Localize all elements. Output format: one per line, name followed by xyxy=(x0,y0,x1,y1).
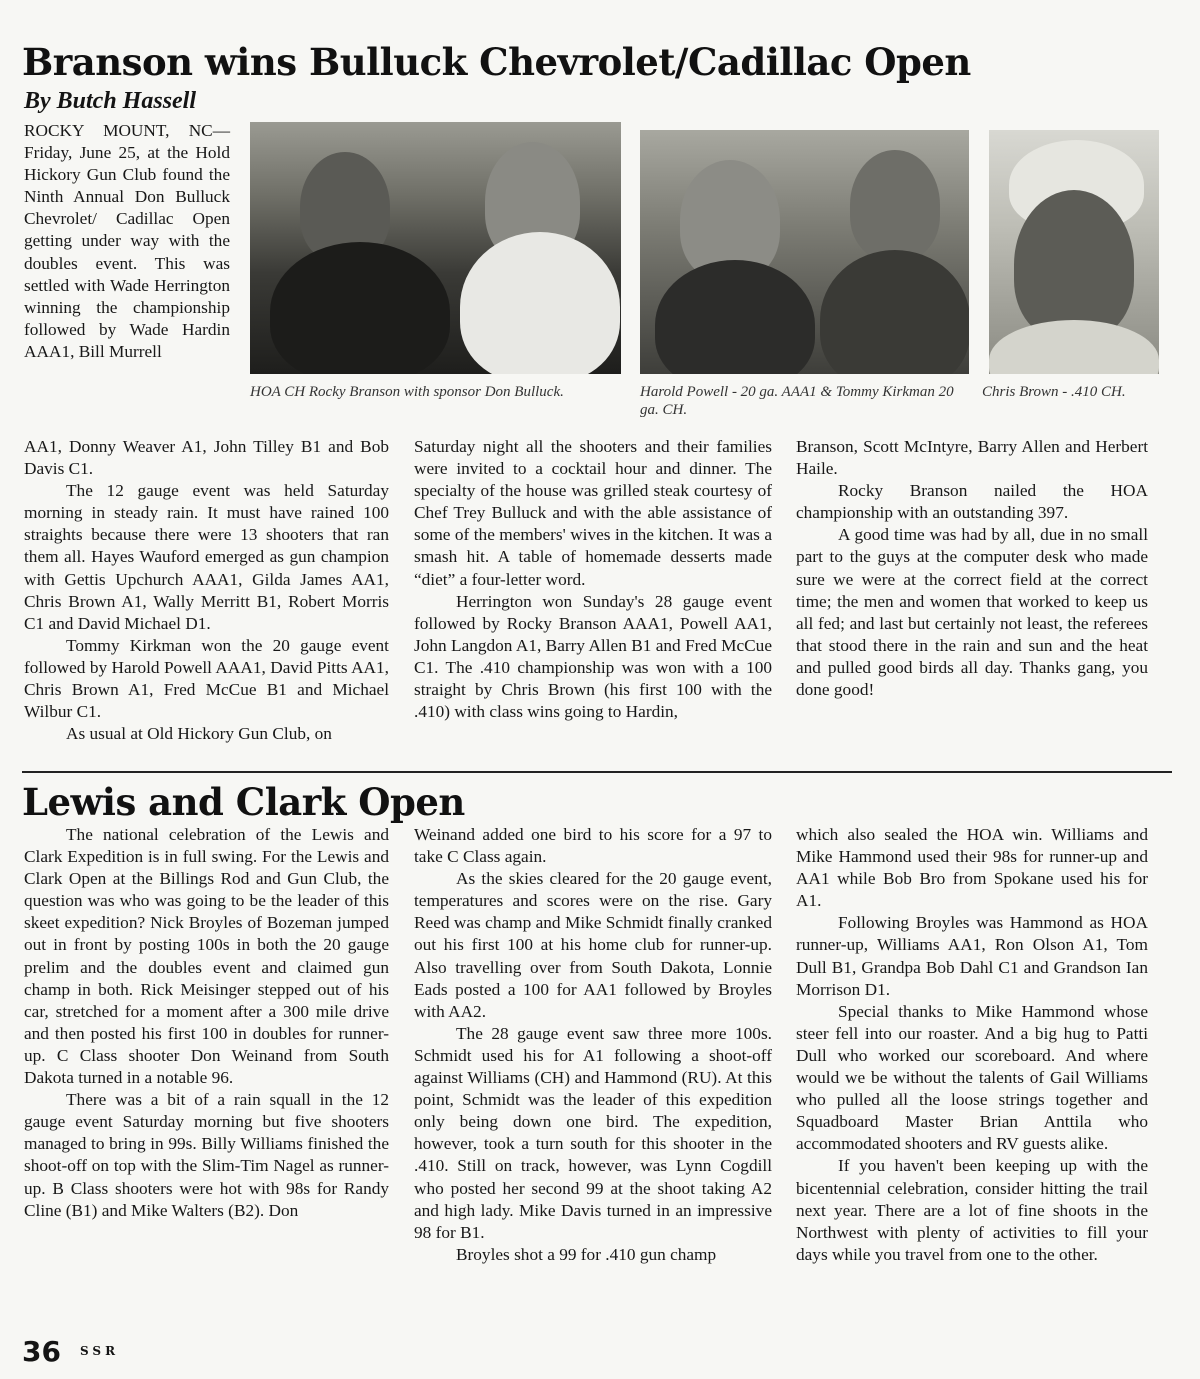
photo-branson-bulluck xyxy=(250,122,621,374)
paragraph: Following Broyles was Hammond as HOA runner-up, Williams AA1, Ron Olson A1, Tom Dull B1, Grandpa Bob Dahl C1 and Grandson Ian Morrison D1. xyxy=(796,913,1148,999)
article-column xyxy=(24,824,389,1222)
paragraph: The national celebration of the Lewis and Clark Expedition is in full swing. For the Lewis and Clark Open at the Billings Rod and Gun Club, the question was who was going to be the leader of this skeet expedition? Nick Broyles of Bozeman jumped out in front by posting 100s in both the 20 gauge prelim and the doubles event and claimed gun champ in both. Rick Meisinger stepped out of his car, stretched for a moment after a 300 mile drive and then posted his first 100 in doubles for runner-up. C Class shooter Don Weinand from South Dakota turned in a notable 96. xyxy=(24,825,389,1088)
paragraph: The 28 gauge event saw three more 100s. Schmidt used his for A1 following a shoot-off against Williams (CH) and Hammond (RU). At this point, Schmidt was the leader of this expedition only being down one bird. The expedition, however, took a turn south for this shooter in the .410. Still on track, however, was Lynn Cogdill who posted her second 99 at the shoot taking A2 and high lady. Mike Davis turned in an impressive 98 for B1. xyxy=(414,1023,772,1242)
photo-chris-brown xyxy=(989,130,1159,374)
paragraph: As usual at Old Hickory Gun Club, on xyxy=(66,724,332,744)
photo-figure xyxy=(850,150,940,260)
paragraph: As the skies cleared for the 20 gauge event, temperatures and scores were on the rise. Gary Reed was champ and Mike Schmidt finally cranked out his first 100 at his home club for runner-up. Also travelling over from South Dakota, Lonnie Eads posted a 100 for AA1 followed by Broyles with AA2. xyxy=(414,869,772,1021)
paragraph: If you haven't been keeping up with the bicentennial celebration, consider hitting the trail next year. There are a lot of fine shoots in the Northwest with plenty of activities to fill your days while you travel from one to the other. xyxy=(796,1156,1148,1264)
photo-figure xyxy=(655,260,815,374)
paragraph: Special thanks to Mike Hammond whose steer fell into our roaster. And a big hug to Patti Dull who worked our scoreboard. And where would we be without the talents of Gail Williams who pulled all the loose strings together and Squadboard Master Brian Anttila who accommodated shooters and RV guests alike. xyxy=(796,1001,1148,1154)
paragraph: Herrington won Sunday's 28 gauge event followed by Rocky Branson AAA1, Powell AA1, John Langdon A1, Barry Allen B1 and Fred McCue C1. The .410 championship was won with a 100 straight by Chris Brown (his first 100 with the .410) with class wins going to Hardin, xyxy=(414,591,772,722)
article-column xyxy=(796,824,1148,1266)
paragraph: Weinand added one bird to his score for a 97 to take C Class again. xyxy=(414,825,772,867)
photo-caption: HOA CH Rocky Branson with sponsor Don Bulluck. xyxy=(250,384,564,400)
photo-powell-kirkman xyxy=(640,130,969,374)
article-column xyxy=(796,436,1148,701)
section-divider xyxy=(22,771,1172,773)
photo-caption: Harold Powell - 20 ga. AAA1 & Tommy Kirkman 20 ga. CH. xyxy=(640,384,954,418)
article-headline: Branson wins Bulluck Chevrolet/Cadillac Open xyxy=(22,40,971,84)
publication-mark: SSR xyxy=(80,1344,120,1358)
paragraph: Tommy Kirkman won the 20 gauge event followed by Harold Powell AAA1, David Pitts AA1, Chris Brown A1, Fred McCue B1 and Michael Wilbur C1. xyxy=(24,635,389,722)
photo-figure xyxy=(989,320,1159,374)
paragraph: Saturday night all the shooters and their families were invited to a cocktail hour and dinner. The specialty of the house was grilled steak courtesy of Chef Trey Bulluck and with the able assistance of some of the members' wives in the kitchen. It was a smash hit. A table of homemade desserts made “diet” a four-letter word. xyxy=(414,437,772,589)
paragraph: AA1, Donny Weaver A1, John Tilley B1 and Bob Davis C1. xyxy=(24,437,389,479)
paragraph: There was a bit of a rain squall in the 12 gauge event Saturday morning but five shooters managed to bring in 99s. Billy Williams finished the shoot-off on top with the Slim-Tim Nagel as runner-up. B Class shooters were hot with 98s for Randy Cline (B1) and Mike Walters (B2). Don xyxy=(24,1090,389,1220)
paragraph: A good time was had by all, due in no small part to the guys at the computer desk who made sure we were at the correct field at the correct time; the men and women that worked to keep us all fed; and last but certainly not least, the referees that stood there in the rain and sun and the heat and pulled good birds all day. Thanks gang, you done good! xyxy=(796,525,1148,700)
paragraph: which also sealed the HOA win. Williams and Mike Hammond used their 98s for runner-up and AA1 while Bob Bro from Spokane used his for A1. xyxy=(796,825,1148,911)
byline: By Butch Hassell xyxy=(24,88,197,114)
paragraph: Rocky Branson nailed the HOA championship with an outstanding 397. xyxy=(796,481,1148,523)
photo-caption: Chris Brown - .410 CH. xyxy=(982,384,1126,400)
photo-figure xyxy=(270,242,450,374)
photo-figure xyxy=(460,232,620,374)
article-column xyxy=(414,824,772,1266)
photo-figure xyxy=(820,250,969,374)
photo-figure xyxy=(1014,190,1134,340)
paragraph: The 12 gauge event was held Saturday morning in steady rain. It must have rained 100 straights because there were 13 shooters that ran them all. Hayes Wauford emerged as gun champion with Gettis Upchurch AAA1, Gilda James AA1, Chris Brown A1, Wally Merritt B1, Robert Morris C1 and David Michael D1. xyxy=(24,481,389,633)
intro-paragraph xyxy=(24,120,230,363)
article-column xyxy=(414,436,772,723)
paragraph: Branson, Scott McIntyre, Barry Allen and Herbert Haile. xyxy=(796,437,1148,479)
paragraph: ROCKY MOUNT, NC—Friday, June 25, at the Hold Hickory Gun Club found the Ninth Annual Don Bulluck Chevrolet/ Cadillac Open getting under way with the doubles event. This was settled with Wade Herrington winning the championship followed by Wade Hardin AAA1, Bill Murrell xyxy=(24,121,230,361)
page-number: 36 xyxy=(22,1335,61,1368)
article-headline: Lewis and Clark Open xyxy=(22,780,465,824)
article-column xyxy=(24,436,389,745)
paragraph: Broyles shot a 99 for .410 gun champ xyxy=(456,1244,717,1264)
